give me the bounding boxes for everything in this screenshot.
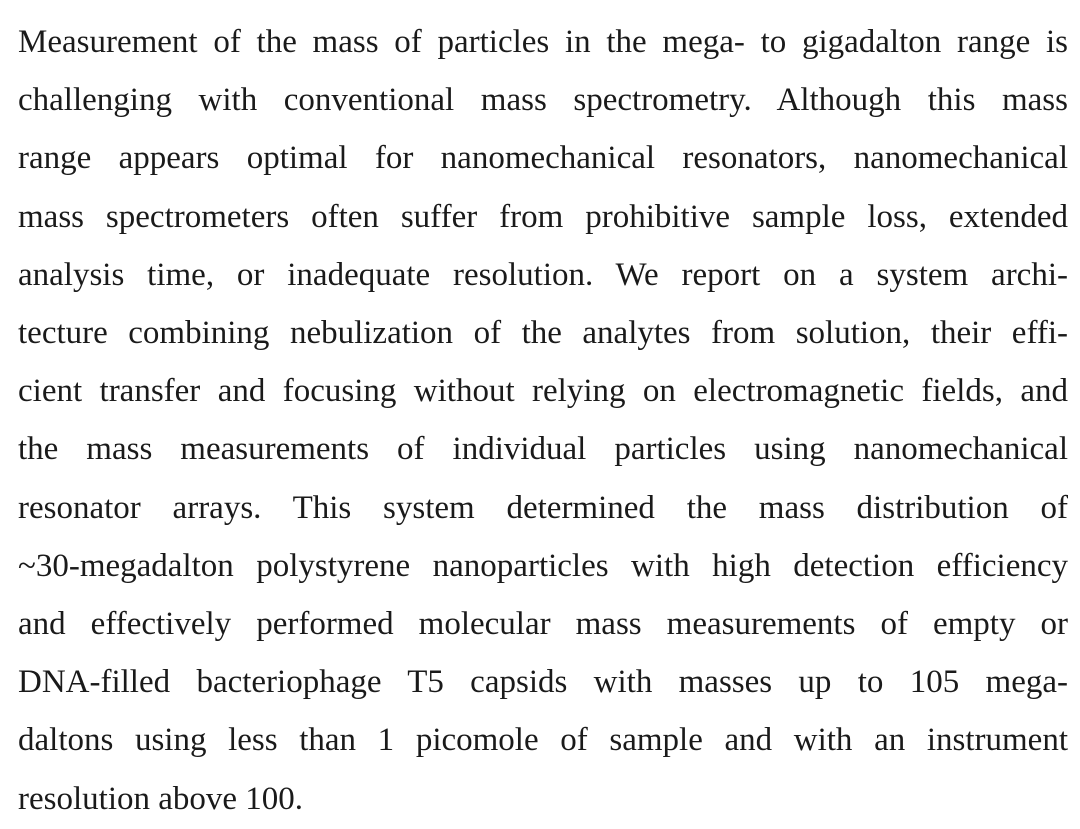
abstract-line: and effectively performed molecular mass measurements of empty or xyxy=(18,606,1068,643)
abstract-line: ~30-megadalton polystyrene nanoparticles with high detection efficiency xyxy=(18,547,1068,584)
abstract-line: challenging with conventional mass spectrometry. Although this mass xyxy=(18,82,1068,119)
abstract-line: resolution above 100. xyxy=(18,780,304,817)
abstract-line: analysis time, or inadequate resolution. We report on a system archi- xyxy=(18,256,1068,293)
abstract-line: daltons using less than 1 picomole of sample and with an instrument xyxy=(18,722,1068,759)
abstract-paragraph xyxy=(18,13,1068,828)
abstract-line: range appears optimal for nanomechanical resonators, nanomechanical xyxy=(18,140,1068,177)
abstract-line: the mass measurements of individual particles using nanomechanical xyxy=(18,431,1068,468)
abstract-line: cient transfer and focusing without relying on electromagnetic fields, and xyxy=(18,373,1068,410)
abstract-line: tecture combining nebulization of the analytes from solution, their effi- xyxy=(18,315,1068,352)
abstract-line: resonator arrays. This system determined the mass distribution of xyxy=(18,489,1068,526)
abstract-line: DNA-filled bacteriophage T5 capsids with masses up to 105 mega- xyxy=(18,664,1068,701)
abstract-line: Measurement of the mass of particles in the mega- to gigadalton range is xyxy=(18,24,1068,60)
abstract-line: mass spectrometers often suffer from prohibitive sample loss, extended xyxy=(18,198,1068,235)
